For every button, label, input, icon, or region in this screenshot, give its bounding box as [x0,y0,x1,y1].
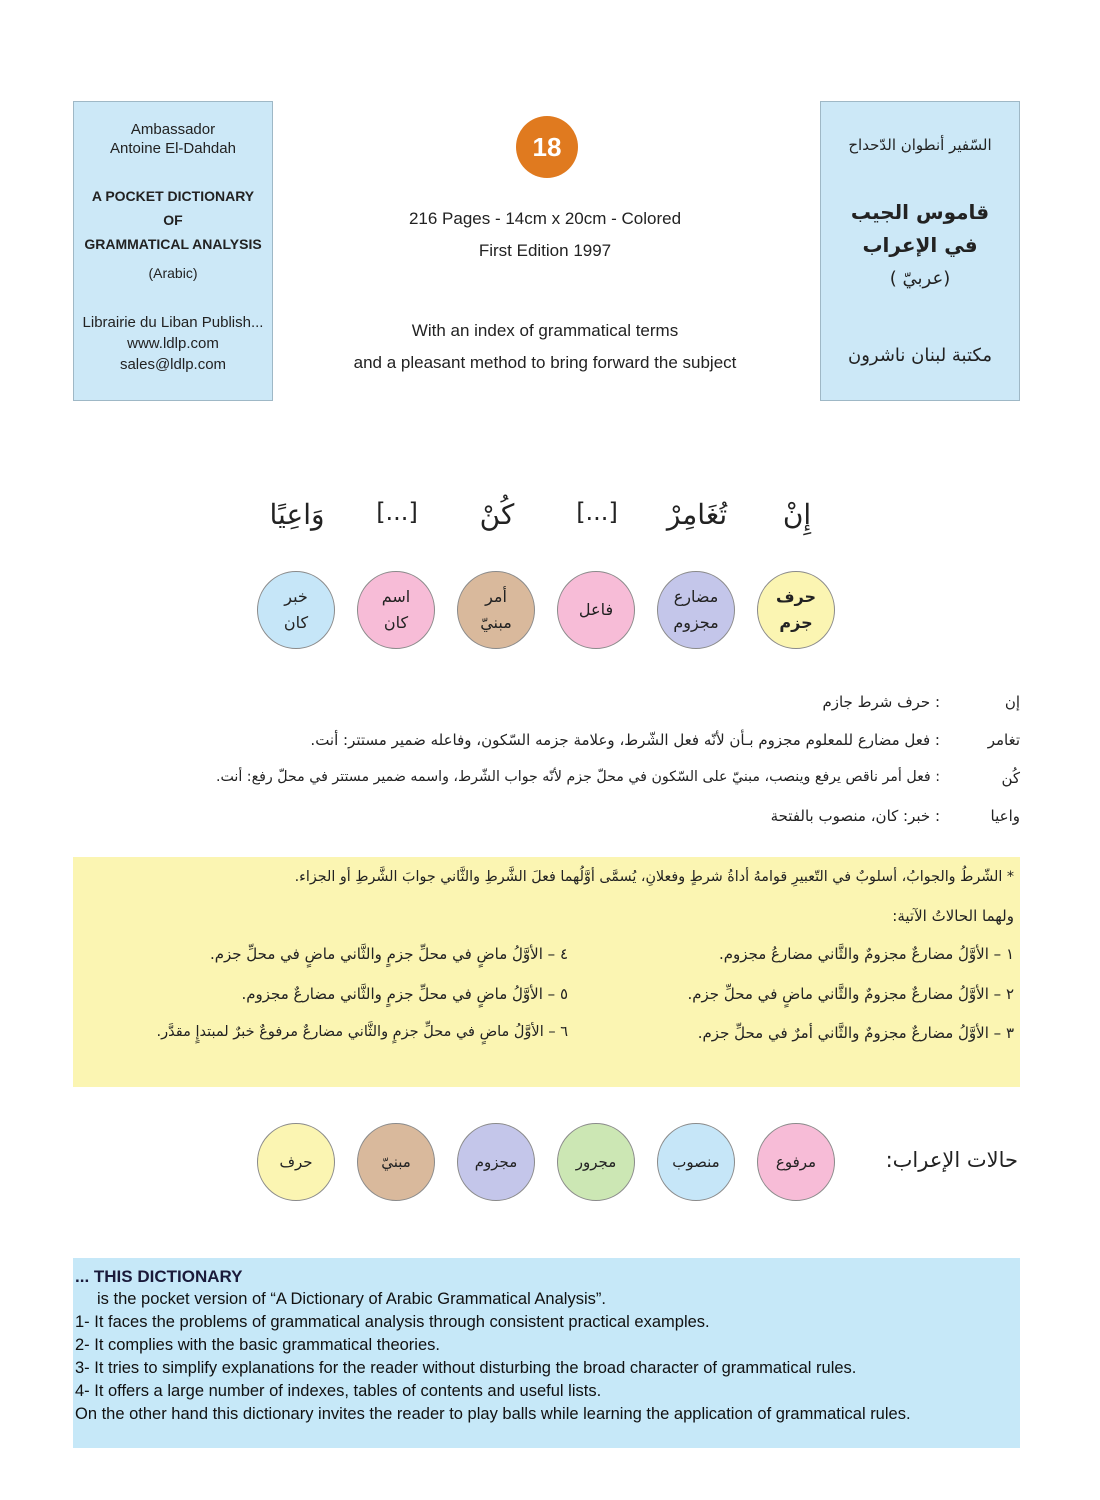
description-subline: is the pocket version of “A Dictionary of Arabic Grammatical Analysis”. [97,1290,606,1308]
ball-label: مجرور [575,1153,617,1171]
arabic-publisher: مكتبة لبنان ناشرون [847,345,992,366]
description-point: 1- It faces the problems of grammatical analysis through consistent practical examples. [75,1313,710,1331]
ball-label: حرف [775,587,817,606]
irab-case-ball[interactable] [757,1123,835,1201]
grammar-ball[interactable] [457,571,535,649]
author-title: Ambassador [130,121,216,138]
note-case: ٦ – الأوَّلُ ماضٍ في محلِّ جزمٍ والثَّاني مضارعٌ مرفوعٌ خبرٌ لمبتدإٍ مقدَّر. [156,1024,568,1040]
arabic-title-line2: في الإعراب [862,233,978,257]
definition-term: كُن [1001,769,1020,787]
grammar-ball[interactable] [357,571,435,649]
note-cases-heading: ولهما الحالاتُ الآتية: [892,907,1014,925]
grammar-ball[interactable] [757,571,835,649]
ball-label: مجزوم [673,613,719,632]
sentence-word: [...] [576,498,618,526]
definition-text: : حرف شرط جازم [822,693,940,711]
definition-row [20,731,1020,761]
book-edition: First Edition 1997 [478,241,612,260]
ball-label: كان [283,613,309,632]
definition-term: تغامر [987,731,1020,749]
dictionary-description-box [73,1258,1020,1448]
book-specs: 216 Pages - 14cm x 20cm - Colored [408,209,682,228]
note-case: ١ – الأوَّلُ مضارعٌ مجزومٌ والثَّاني مضارعُ مجزوم. [719,945,1014,963]
note-case: ٢ – الأوَّلُ مضارعٌ مجزومٌ والثَّاني ماضٍ في محلِّ جزم. [687,985,1014,1003]
definition-row [20,769,1020,799]
irab-case-ball[interactable] [357,1123,435,1201]
grammar-ball[interactable] [657,571,735,649]
conditional-note-box [73,857,1020,1087]
book-title-line3: GRAMMATICAL ANALYSIS [84,236,262,252]
ball-label: مضارع [673,587,719,606]
arabic-title-box [820,101,1020,401]
arabic-author: السّفير أنطوان الدّحداح [848,136,992,154]
publisher-email: sales@ldlp.com [119,356,227,373]
index-note: With an index of grammatical terms [411,321,679,340]
book-title-line2: OF [163,212,183,228]
definition-row [20,807,1020,837]
author-name: Antoine El-Dahdah [110,140,236,157]
sentence-word: إِنْ [782,498,812,531]
ball-label: فاعل [578,600,614,619]
publisher-website: www.ldlp.com [127,335,219,352]
note-intro: * الشّرطُ والجوابُ، أسلوبٌ في التّعبيرِ قوامهُ أداةُ شرطٍ وفعلانِ، يُسمَّى أوَّلُهما فعلَ الشَّرطِ والثَّاني جوابَ الشَّرطِ أو الجزاء. [294,869,1014,885]
ball-label: أمر [485,587,507,606]
description-point: 3- It tries to simplify explanations for the reader without disturbing the broad character of grammatical rules. [75,1359,857,1377]
definition-term: واعيا [990,807,1020,825]
arabic-title-line1: قاموس الجيب [850,200,990,224]
method-note: and a pleasant method to bring forward the subject [353,353,737,372]
ball-label: مبنيّ [480,613,512,632]
definition-text: : فعل مضارع للمعلوم مجزوم بـأن لأنّه فعل الشّرط، وعلامة جزمه السّكون، وفاعله ضمير مستتر: أنت. [310,731,940,749]
publisher-name: Librairie du Liban Publish... [82,314,264,331]
book-language: (Arabic) [148,265,198,281]
note-case: ٥ – الأوَّلُ ماضٍ في محلِّ جزمٍ والثَّاني مضارعٌ مجزوم. [241,985,568,1003]
note-case: ٣ – الأوَّلُ مضارعٌ مجزومٌ والثَّاني أمرٌ في محلِّ جزم. [697,1024,1014,1042]
ball-label: اسم [381,587,411,606]
description-point: 4- It offers a large number of indexes, tables of contents and useful lists. [75,1382,602,1400]
number-badge: 18 [516,116,578,178]
ball-label: مبنيّ [381,1153,411,1171]
definition-row [20,693,1020,723]
ball-label: مجزوم [474,1153,518,1171]
arabic-language: (عربيّ ) [889,268,951,289]
definition-term: إن [1004,693,1020,711]
grammar-ball[interactable] [557,571,635,649]
sentence-word: تُغَامِرْ [666,498,728,531]
grammar-ball[interactable] [257,571,335,649]
ball-label: مرفوع [775,1153,817,1171]
irab-case-ball[interactable] [657,1123,735,1201]
ball-label: جزم [779,613,813,632]
ball-label: خبر [284,587,308,606]
book-title-line1: A POCKET DICTIONARY [91,188,255,204]
description-heading: ... THIS DICTIONARY [75,1267,243,1286]
sentence-word: كُنْ [479,498,515,531]
description-point: 2- It complies with the basic grammatical theories. [75,1336,440,1354]
irab-case-ball[interactable] [457,1123,535,1201]
irab-case-ball[interactable] [557,1123,635,1201]
definition-text: : فعل أمر ناقص يرفع وينصب، مبنيّ على السّكون في محلّ جزم لأنّه جواب الشّرط، واسمه ضمير مستتر في محلّ رفع: أنت. [215,769,940,785]
definition-text: : خبر: كان، منصوب بالفتحة [770,807,940,825]
irab-case-ball[interactable] [257,1123,335,1201]
ball-label: كان [383,613,409,632]
english-title-box [73,101,273,401]
ball-label: حرف [279,1153,313,1171]
note-case: ٤ – الأوَّلُ ماضٍ في محلِّ جزمٍ والثَّاني ماضٍ في محلِّ جزم. [209,945,568,963]
ball-label: منصوب [672,1153,720,1171]
description-closing: On the other hand this dictionary invites the reader to play balls while learning the application of grammatical rules. [75,1405,911,1423]
sentence-word: وَاعِيًا [269,498,325,531]
irab-cases-label: حالات الإعراب: [885,1148,1018,1172]
sentence-word: [...] [376,498,418,526]
